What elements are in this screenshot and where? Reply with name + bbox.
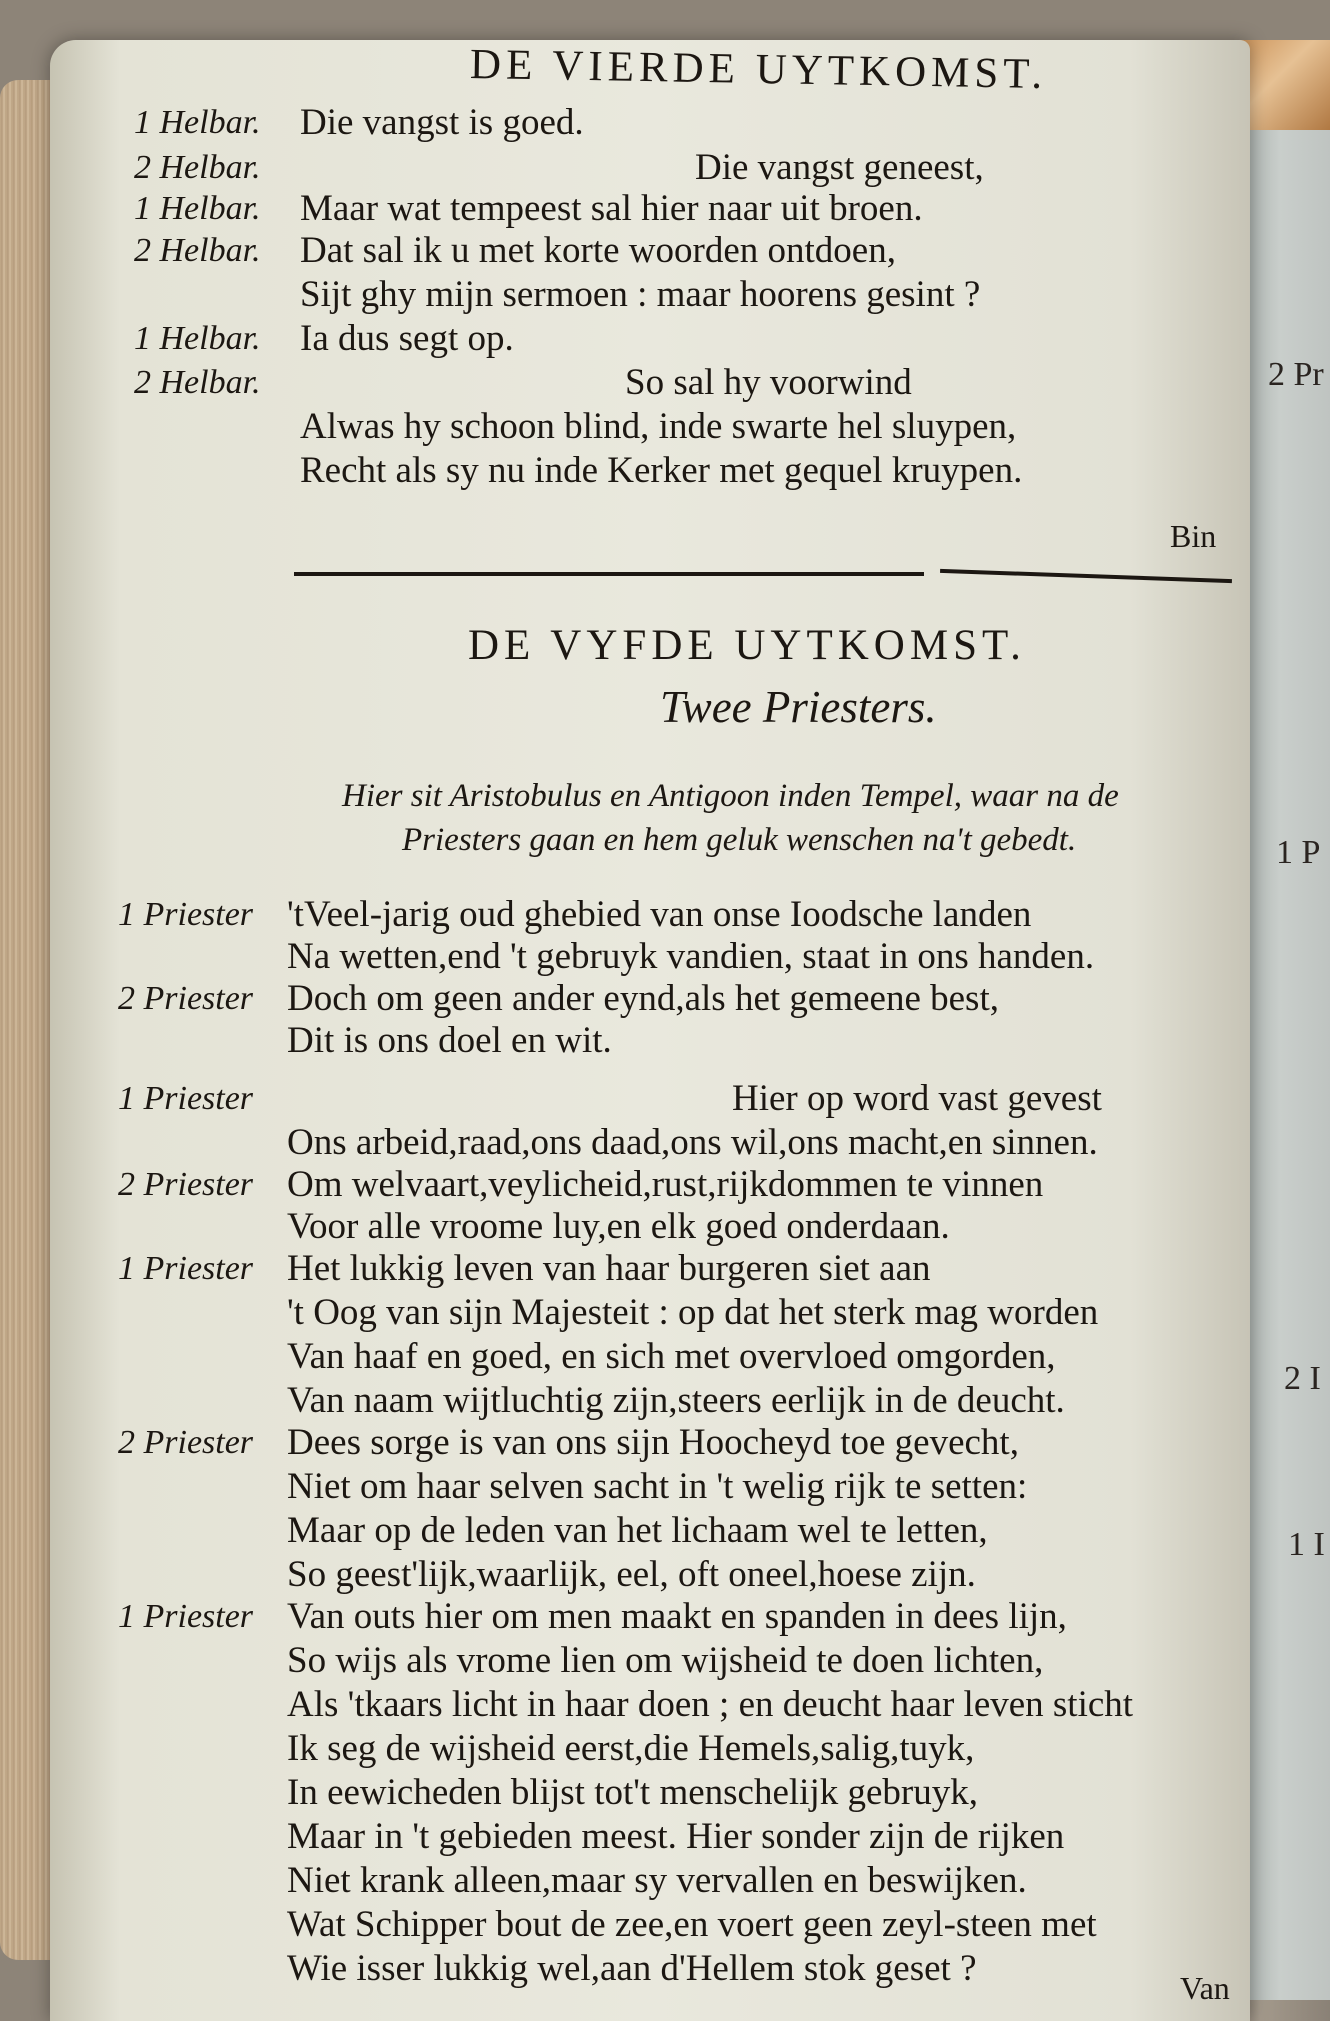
verse-line: So sal hy voorwind bbox=[625, 362, 912, 403]
verse-line: 'tVeel-jarig oud ghebied van onse Ioodsche landen bbox=[287, 894, 1032, 935]
verse-line: Ik seg de wijsheid eerst,die Hemels,salig,tuyk, bbox=[287, 1728, 975, 1769]
verse-line: Om welvaart,veylicheid,rust,rijkdommen te vinnen bbox=[287, 1164, 1044, 1205]
verse-line: Van naam wijtluchtig zijn,steers eerlijk in de deucht. bbox=[287, 1380, 1065, 1421]
verse-line: Het lukkig leven van haar burgeren siet aan bbox=[287, 1248, 931, 1289]
speaker-label: 2 Priester bbox=[118, 1424, 254, 1461]
speaker-label: 1 Helbar. bbox=[134, 190, 261, 227]
verse-line: Van outs hier om men maakt en spanden in dees lijn, bbox=[287, 1596, 1067, 1637]
verse-line: Ia dus segt op. bbox=[300, 318, 514, 359]
speaker-label: 2 Helbar. bbox=[134, 364, 261, 401]
section-divider-left bbox=[294, 572, 924, 576]
facing-page-fragment: 2 Pr bbox=[1268, 356, 1324, 393]
running-head: DE VIERDE UYTKOMST. bbox=[469, 40, 1048, 99]
verse-line: Na wetten,end 't gebruyk vandien, staat in ons handen. bbox=[287, 936, 1095, 977]
verse-line: Die vangst geneest, bbox=[695, 147, 984, 188]
verse-line: 't Oog van sijn Majesteit : op dat het sterk mag worden bbox=[287, 1292, 1099, 1333]
speaker-label: 1 Priester bbox=[118, 1598, 254, 1635]
speaker-label: 1 Priester bbox=[118, 896, 254, 933]
section-divider-right bbox=[940, 569, 1232, 583]
facing-page bbox=[1240, 120, 1330, 2000]
section-subtitle: Twee Priesters. bbox=[660, 682, 937, 732]
speaker-label: 2 Helbar. bbox=[134, 232, 261, 269]
verse-line: Dit is ons doel en wit. bbox=[287, 1020, 612, 1061]
verse-line: In eewicheden blijst tot't menschelijk gebruyk, bbox=[287, 1772, 978, 1813]
verse-line: So geest'lijk,waarlijk, eel, oft oneel,hoese zijn. bbox=[287, 1554, 976, 1595]
book-page bbox=[50, 40, 1250, 2021]
speaker-label: 2 Helbar. bbox=[134, 149, 261, 186]
verse-line: Niet krank alleen,maar sy vervallen en beswijken. bbox=[287, 1860, 1027, 1901]
stage-direction: Hier sit Aristobulus en Antigoon inden Tempel, waar na de bbox=[342, 778, 1119, 814]
catchword: Van bbox=[1180, 1970, 1230, 2006]
verse-line: Alwas hy schoon blind, inde swarte hel sluypen, bbox=[300, 406, 1017, 447]
verse-line: So wijs als vrome lien om wijsheid te doen lichten, bbox=[287, 1640, 1044, 1681]
verse-line: Sijt ghy mijn sermoen : maar hoorens gesint ? bbox=[300, 274, 981, 315]
verse-line: Dat sal ik u met korte woorden ontdoen, bbox=[300, 230, 896, 271]
stage-direction: Priesters gaan en hem geluk wenschen na't gebedt. bbox=[402, 822, 1077, 858]
speaker-label: 2 Priester bbox=[118, 1166, 254, 1203]
speaker-label: 1 Priester bbox=[118, 1080, 254, 1117]
verse-line: Hier op word vast gevest bbox=[732, 1078, 1102, 1119]
verse-line: Dees sorge is van ons sijn Hoocheyd toe gevecht, bbox=[287, 1422, 1019, 1463]
speaker-label: 1 Helbar. bbox=[134, 104, 261, 141]
speaker-label: 2 Priester bbox=[118, 980, 254, 1017]
verse-line: Maar wat tempeest sal hier naar uit broen. bbox=[300, 188, 923, 229]
verse-line: Voor alle vroome luy,en elk goed onderdaan. bbox=[287, 1206, 950, 1247]
facing-page-fragment: 1 I bbox=[1288, 1526, 1325, 1563]
verse-line: Die vangst is goed. bbox=[300, 102, 584, 143]
catchword: Bin bbox=[1170, 518, 1217, 554]
verse-line: Niet om haar selven sacht in 't welig rijk te setten: bbox=[287, 1466, 1028, 1507]
verse-line: Wat Schipper bout de zee,en voert geen zeyl-steen met bbox=[287, 1904, 1097, 1945]
verse-line: Doch om geen ander eynd,als het gemeene best, bbox=[287, 978, 999, 1019]
verse-line: Wie isser lukkig wel,aan d'Hellem stok geset ? bbox=[287, 1948, 977, 1989]
verse-line: Als 'tkaars licht in haar doen ; en deucht haar leven sticht bbox=[287, 1684, 1134, 1725]
speaker-label: 1 Priester bbox=[118, 1250, 254, 1287]
verse-line: Van haaf en goed, en sich met overvloed omgorden, bbox=[287, 1336, 1056, 1377]
verse-line: Recht als sy nu inde Kerker met gequel kruypen. bbox=[300, 450, 1023, 491]
speaker-label: 1 Helbar. bbox=[134, 320, 261, 357]
section-title: DE VYFDE UYTKOMST. bbox=[468, 622, 1026, 669]
facing-page-fragment: 2 I bbox=[1284, 1360, 1321, 1397]
facing-page-fragment: 1 P bbox=[1276, 834, 1321, 871]
verse-line: Ons arbeid,raad,ons daad,ons wil,ons macht,en sinnen. bbox=[287, 1122, 1098, 1163]
verse-line: Maar in 't gebieden meest. Hier sonder zijn de rijken bbox=[287, 1816, 1065, 1857]
verse-line: Maar op de leden van het lichaam wel te letten, bbox=[287, 1510, 988, 1551]
